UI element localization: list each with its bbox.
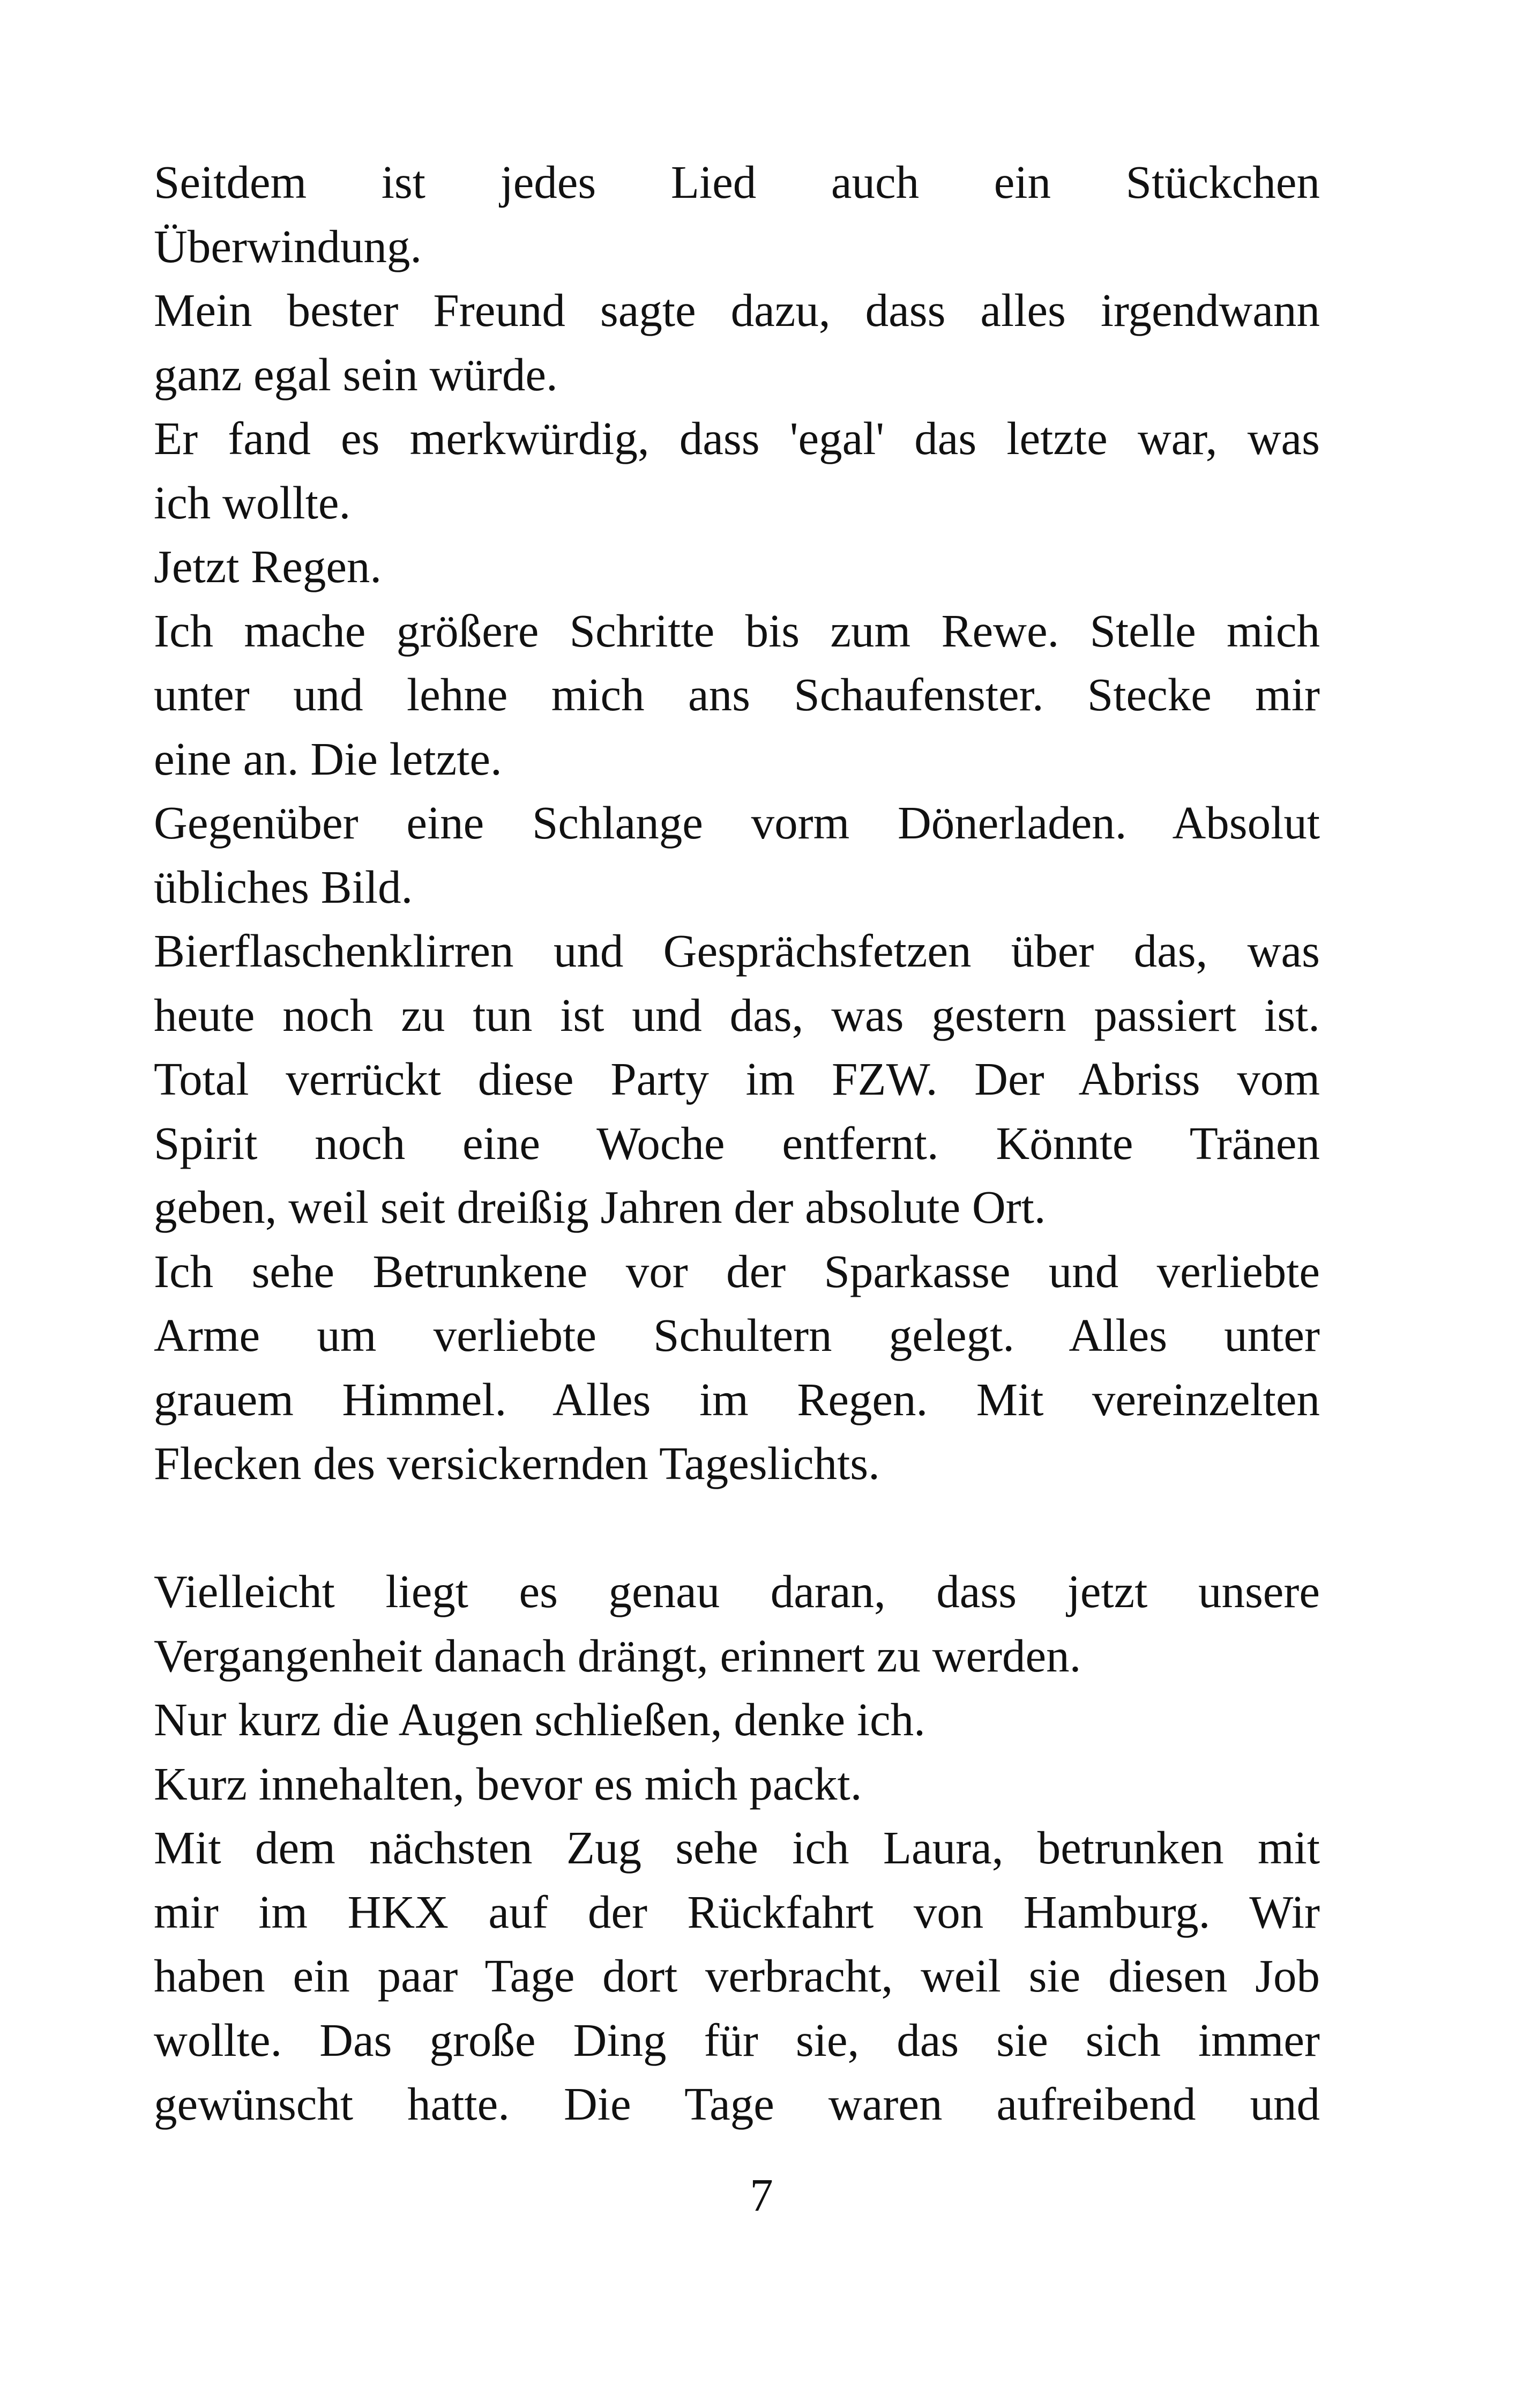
text-line: ich wollte. [154, 476, 351, 529]
text-line: Total verrückt diese Party im FZW. Der Abriss vom [154, 1053, 1320, 1105]
text-line: Ich sehe Betrunkene vor der Sparkasse und verliebte [154, 1245, 1320, 1297]
text-line: Er fand es merkwürdig, dass 'egal' das letzte war, was [154, 412, 1320, 464]
text-line: haben ein paar Tage dort verbracht, weil sie diesen Job [154, 1950, 1320, 2002]
text-line: gewünscht hatte. Die Tage waren aufreibend und [154, 2078, 1320, 2130]
paragraph-gap [154, 1496, 1320, 1560]
text-line: Jetzt Regen. [154, 540, 382, 592]
text-line: geben, weil seit dreißig Jahren der absolute Ort. [154, 1181, 1046, 1233]
text-line: unter und lehne mich ans Schaufenster. Stecke mir [154, 668, 1320, 720]
text-line: Ich mache größere Schritte bis zum Rewe. Stelle mich [154, 604, 1320, 657]
text-line: wollte. Das große Ding für sie, das sie sich immer [154, 2013, 1320, 2066]
text-line: Spirit noch eine Woche entfernt. Könnte Tränen [154, 1117, 1320, 1169]
text-line: Mit dem nächsten Zug sehe ich Laura, betrunken mit [154, 1822, 1320, 1874]
page-number: 7 [750, 2169, 773, 2221]
text-line: Bierflaschenklirren und Gesprächsfetzen über das, was [154, 925, 1320, 977]
paragraph-1 [154, 150, 1320, 1496]
page-body [154, 150, 1320, 2136]
text-line: Vergangenheit danach drängt, erinnert zu werden. [154, 1629, 1081, 1682]
paragraph-2 [154, 1559, 1320, 2136]
text-line: übliches Bild. [154, 860, 413, 913]
text-line: Arme um verliebte Schultern gelegt. Alles unter [154, 1309, 1320, 1361]
text-line: Kurz innehalten, bevor es mich packt. [154, 1757, 862, 1810]
text-line: Mein bester Freund sagte dazu, dass alles irgendwann [154, 284, 1320, 336]
text-line: grauem Himmel. Alles im Regen. Mit vereinzelten [154, 1373, 1320, 1425]
text-line: mir im HKX auf der Rückfahrt von Hamburg. Wir [154, 1885, 1320, 1938]
text-line: Flecken des versickernden Tageslichts. [154, 1437, 880, 1489]
text-line: Nur kurz die Augen schließen, denke ich. [154, 1693, 925, 1745]
text-line: eine an. Die letzte. [154, 732, 502, 785]
text-line: Vielleicht liegt es genau daran, dass jetzt unsere [154, 1565, 1320, 1617]
text-line: Seitdem ist jedes Lied auch ein Stückchen [154, 156, 1320, 208]
text-line: ganz egal sein würde. [154, 348, 558, 400]
text-line: heute noch zu tun ist und das, was gestern passiert ist. [154, 989, 1320, 1041]
text-line: Gegenüber eine Schlange vorm Dönerladen. Absolut [154, 797, 1320, 849]
text-line: Überwindung. [154, 220, 422, 272]
